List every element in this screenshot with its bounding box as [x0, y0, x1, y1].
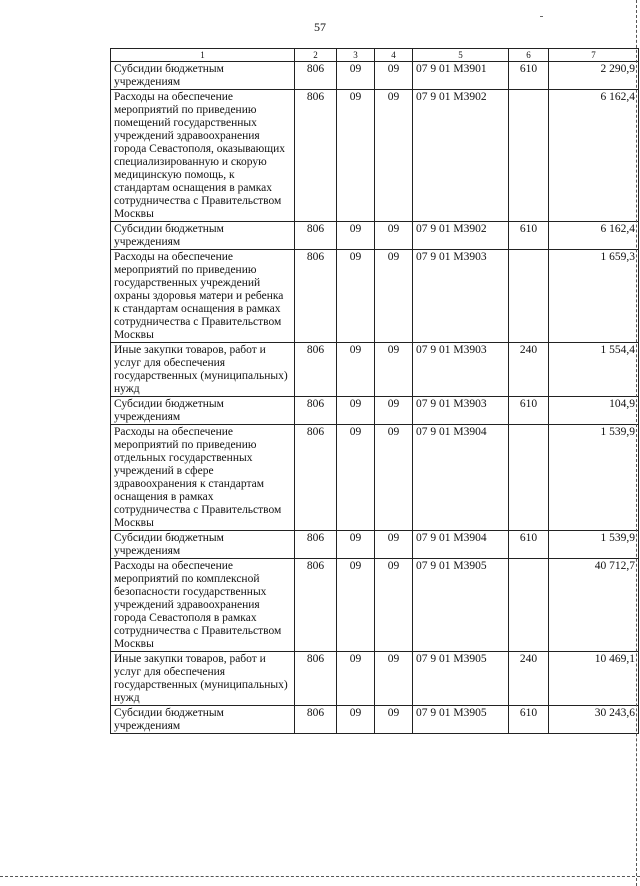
table-row — [111, 706, 639, 734]
col-header-4: 4 — [375, 49, 413, 62]
table-row — [111, 250, 639, 343]
row-amount-cell: 6 162,4 — [549, 90, 639, 222]
row-section-cell: 09 — [337, 531, 375, 559]
row-target-article-cell: 07 9 01 М3902 — [413, 222, 509, 250]
row-subsection-cell: 09 — [375, 425, 413, 531]
table-row — [111, 425, 639, 531]
budget-table — [110, 48, 639, 734]
col-header-5: 5 — [413, 49, 509, 62]
row-expense-type-cell — [509, 250, 549, 343]
row-target-article-cell: 07 9 01 М3901 — [413, 62, 509, 90]
row-code-cell: 806 — [295, 90, 337, 222]
row-amount-cell: 104,9 — [549, 397, 639, 425]
row-target-article-cell: 07 9 01 М3904 — [413, 425, 509, 531]
row-name-cell: Субсидии бюджетным учреждениям — [111, 62, 295, 90]
row-code-cell: 806 — [295, 62, 337, 90]
row-code-cell: 806 — [295, 531, 337, 559]
row-amount-cell: 10 469,1 — [549, 652, 639, 706]
row-section-cell: 09 — [337, 652, 375, 706]
row-expense-type-cell: 240 — [509, 343, 549, 397]
row-code-cell: 806 — [295, 343, 337, 397]
table-row — [111, 652, 639, 706]
row-target-article-cell: 07 9 01 М3903 — [413, 343, 509, 397]
row-code-cell: 806 — [295, 559, 337, 652]
row-subsection-cell: 09 — [375, 397, 413, 425]
row-name-cell: Субсидии бюджетным учреждениям — [111, 397, 295, 425]
row-target-article-cell: 07 9 01 М3904 — [413, 531, 509, 559]
row-name-cell: Иные закупки товаров, работ и услуг для обеспечения государственных (муниципальных) нужд — [111, 343, 295, 397]
row-expense-type-cell: 610 — [509, 531, 549, 559]
row-amount-cell: 1 659,3 — [549, 250, 639, 343]
table-row — [111, 222, 639, 250]
table-row — [111, 343, 639, 397]
row-expense-type-cell: 610 — [509, 62, 549, 90]
row-subsection-cell: 09 — [375, 706, 413, 734]
row-amount-cell: 2 290,9 — [549, 62, 639, 90]
row-amount-cell: 1 539,9 — [549, 531, 639, 559]
row-name-cell: Расходы на обеспечение мероприятий по приведению государственных учреждений охраны здоровья матери и ребенка к стандартам оснащения в рамках сотрудничества с Правительством Москвы — [111, 250, 295, 343]
row-name-cell: Субсидии бюджетным учреждениям — [111, 222, 295, 250]
row-code-cell: 806 — [295, 397, 337, 425]
row-amount-cell: 40 712,7 — [549, 559, 639, 652]
row-section-cell: 09 — [337, 62, 375, 90]
col-header-6: 6 — [509, 49, 549, 62]
row-code-cell: 806 — [295, 652, 337, 706]
row-expense-type-cell — [509, 90, 549, 222]
row-target-article-cell: 07 9 01 М3905 — [413, 706, 509, 734]
scan-artifact — [540, 16, 543, 17]
row-expense-type-cell — [509, 425, 549, 531]
scan-edge-bottom — [0, 876, 640, 877]
row-expense-type-cell: 610 — [509, 222, 549, 250]
row-amount-cell: 6 162,4 — [549, 222, 639, 250]
row-expense-type-cell: 610 — [509, 706, 549, 734]
row-expense-type-cell: 240 — [509, 652, 549, 706]
table-row — [111, 90, 639, 222]
row-section-cell: 09 — [337, 706, 375, 734]
row-subsection-cell: 09 — [375, 343, 413, 397]
row-subsection-cell: 09 — [375, 559, 413, 652]
row-section-cell: 09 — [337, 397, 375, 425]
row-name-cell: Иные закупки товаров, работ и услуг для обеспечения государственных (муниципальных) нужд — [111, 652, 295, 706]
row-target-article-cell: 07 9 01 М3903 — [413, 250, 509, 343]
row-section-cell: 09 — [337, 559, 375, 652]
row-target-article-cell: 07 9 01 М3905 — [413, 559, 509, 652]
scan-edge-right — [636, 0, 637, 886]
row-name-cell: Субсидии бюджетным учреждениям — [111, 706, 295, 734]
row-code-cell: 806 — [295, 222, 337, 250]
row-name-cell: Субсидии бюджетным учреждениям — [111, 531, 295, 559]
row-name-cell: Расходы на обеспечение мероприятий по приведению помещений государственных учреждений здравоохранения города Севастополя, оказывающих специализированную и скорую медицинскую помощь, к стандартам оснащения в рамках сотрудничества с Правительством Москвы — [111, 90, 295, 222]
row-expense-type-cell — [509, 559, 549, 652]
row-section-cell: 09 — [337, 343, 375, 397]
row-name-cell: Расходы на обеспечение мероприятий по приведению отдельных государственных учреждений в сфере здравоохранения к стандартам оснащения в рамках сотрудничества с Правительством Москвы — [111, 425, 295, 531]
row-amount-cell: 30 243,6 — [549, 706, 639, 734]
row-name-cell: Расходы на обеспечение мероприятий по комплексной безопасности государственных учреждений здравоохранения города Севастополя в рамках сотрудничества с Правительством Москвы — [111, 559, 295, 652]
row-subsection-cell: 09 — [375, 62, 413, 90]
row-section-cell: 09 — [337, 250, 375, 343]
row-code-cell: 806 — [295, 706, 337, 734]
page-number: 57 — [314, 20, 326, 34]
row-amount-cell: 1 539,9 — [549, 425, 639, 531]
table-row — [111, 531, 639, 559]
table-row — [111, 397, 639, 425]
col-header-2: 2 — [295, 49, 337, 62]
table-row — [111, 62, 639, 90]
row-target-article-cell: 07 9 01 М3905 — [413, 652, 509, 706]
col-header-3: 3 — [337, 49, 375, 62]
row-subsection-cell: 09 — [375, 222, 413, 250]
table-header-row — [111, 49, 639, 62]
row-subsection-cell: 09 — [375, 250, 413, 343]
col-header-1: 1 — [111, 49, 295, 62]
row-section-cell: 09 — [337, 90, 375, 222]
row-target-article-cell: 07 9 01 М3902 — [413, 90, 509, 222]
row-subsection-cell: 09 — [375, 90, 413, 222]
row-expense-type-cell: 610 — [509, 397, 549, 425]
row-code-cell: 806 — [295, 250, 337, 343]
row-code-cell: 806 — [295, 425, 337, 531]
table-row — [111, 559, 639, 652]
row-amount-cell: 1 554,4 — [549, 343, 639, 397]
row-section-cell: 09 — [337, 425, 375, 531]
row-subsection-cell: 09 — [375, 531, 413, 559]
table-body — [111, 62, 639, 734]
col-header-7: 7 — [549, 49, 639, 62]
row-target-article-cell: 07 9 01 М3903 — [413, 397, 509, 425]
row-subsection-cell: 09 — [375, 652, 413, 706]
row-section-cell: 09 — [337, 222, 375, 250]
